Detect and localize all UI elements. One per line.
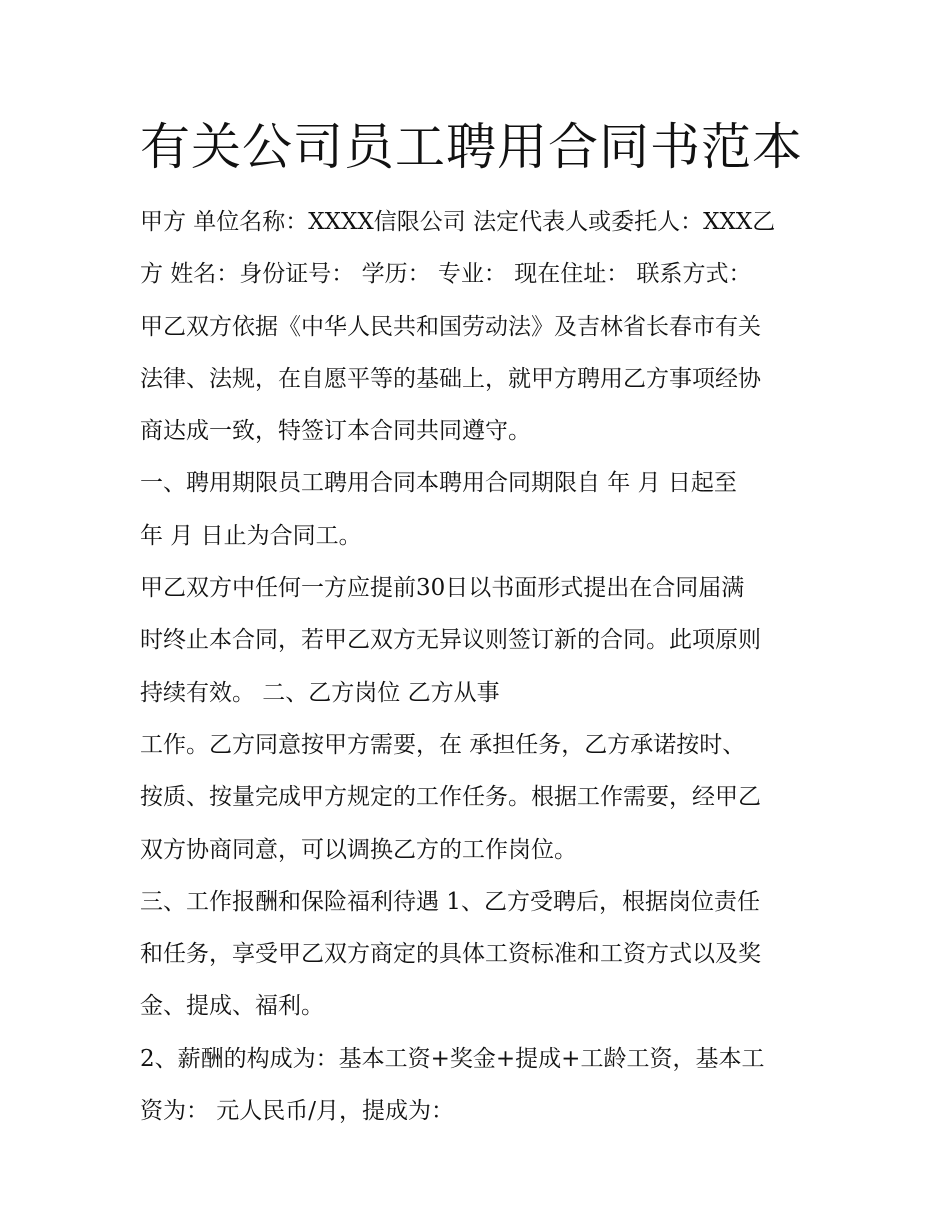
body-line: 方 姓名：身份证号： 学历： 专业： 现在住址： 联系方式：: [140, 261, 752, 288]
body-line: 双方协商同意，可以调换乙方的工作岗位。: [140, 836, 577, 863]
body-line: 和任务，享受甲乙双方商定的具体工资标准和工资方式以及奖: [140, 941, 761, 968]
body-line: 资为： 元人民币/月，提成为：: [140, 1098, 455, 1125]
body-line: 时终止本合同，若甲乙双方无异议则签订新的合同。此项原则: [140, 627, 761, 654]
body-line: 金、提成、福利。: [140, 993, 324, 1020]
body-line: 法律、法规，在自愿平等的基础上，就甲方聘用乙方事项经协: [140, 365, 761, 392]
body-line: 年 月 日止为合同工。: [140, 522, 362, 549]
body-line: 甲乙双方依据《中华人民共和国劳动法》及吉林省长春市有关: [140, 313, 761, 340]
body-line: 持续有效。 二、乙方岗位 乙方从事: [140, 679, 500, 706]
document-body: [140, 196, 840, 1137]
body-line: 工作。乙方同意按甲方需要，在 承担任务，乙方承诺按时、: [140, 731, 746, 758]
body-line: 2、薪酬的构成为：基本工资+奖金+提成+工龄工资，基本工: [140, 1045, 765, 1072]
document-title: 有关公司员工聘用合同书范本: [140, 118, 803, 176]
body-line: 一、聘用期限员工聘用合同本聘用合同期限自 年 月 日起至: [140, 470, 737, 497]
body-line: 商达成一致，特签订本合同共同遵守。: [140, 418, 531, 445]
body-line: 甲方 单位名称：XXXX信限公司 法定代表人或委托人：XXX乙: [140, 209, 776, 235]
body-line: 按质、按量完成甲方规定的工作任务。根据工作需要，经甲乙: [140, 784, 761, 811]
body-line: 三、工作报酬和保险福利待遇 1、乙方受聘后，根据岗位责任: [140, 888, 760, 915]
body-line: 甲乙双方中任何一方应提前30日以书面形式提出在合同届满: [140, 575, 745, 602]
